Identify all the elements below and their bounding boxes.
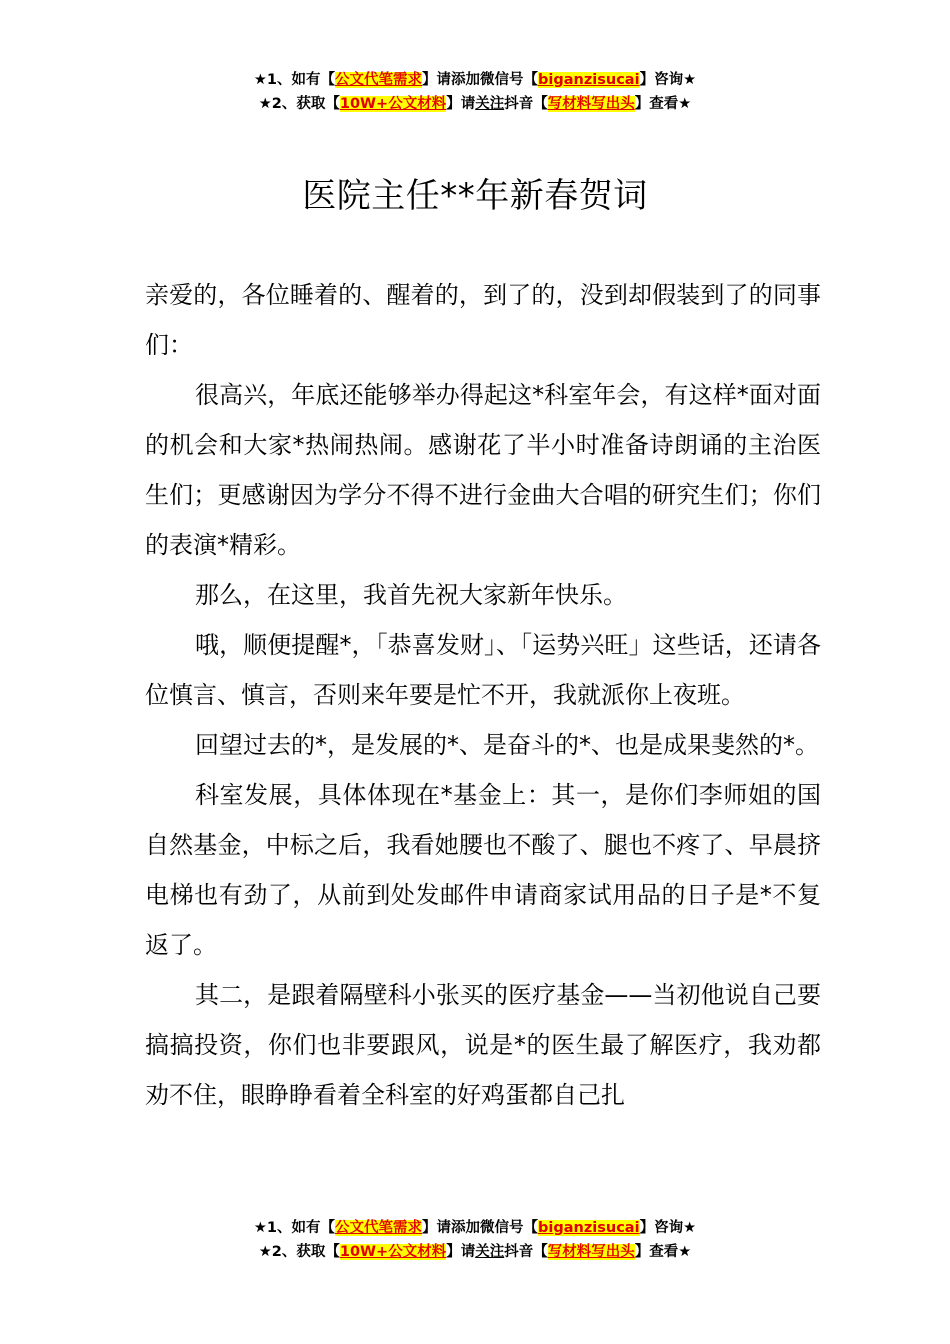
promo-text: 】请 xyxy=(446,96,476,112)
douyin-account: 写材料写出头 xyxy=(547,1244,635,1260)
star-icon: ★ xyxy=(258,96,272,112)
promo-text: 】查看 xyxy=(634,1244,679,1260)
promo-text: 添加 xyxy=(451,1220,481,1236)
wechat-id: biganzisucai xyxy=(538,72,640,88)
douyin-account: 写材料写出头 xyxy=(547,96,635,112)
promo-text: 】请 xyxy=(446,1244,476,1260)
paragraph: 其二，是跟着隔壁科小张买的医疗基金——当初他说自己要搞搞投资，你们也非要跟风，说是*的医生最了解医疗，我劝都劝不住，眼睁睁看着全科室的好鸡蛋都自己扎 xyxy=(145,981,821,1109)
paragraph-greeting: 亲爱的，各位睡着的、醒着的，到了的，没到却假装到了的同事们： xyxy=(145,281,821,359)
paragraph: 很高兴，年底还能够举办得起这*科室年会，有这样*面对面的机会和大家*热闹热闹。感谢花了半小时准备诗朗诵的主治医生们；更感谢因为学分不得不进行金曲大合唱的研究生们；你们的表演*精彩。 xyxy=(145,381,821,559)
promo-line-2 xyxy=(0,92,950,116)
star-icon: ★ xyxy=(253,1220,267,1236)
promo-text: 关注 xyxy=(475,1244,505,1260)
promo-text: 】请 xyxy=(422,72,452,88)
promo-highlight: 公文代笔需求 xyxy=(335,72,423,88)
star-icon: ★ xyxy=(678,1244,692,1260)
document-title: 医院主任**年新春贺词 xyxy=(302,176,648,216)
promo-highlight: 公文代笔需求 xyxy=(335,1220,423,1236)
promo-text: 】咨询 xyxy=(639,72,684,88)
promo-text: 微信号【 xyxy=(480,1220,539,1236)
promo-highlight: 10W+公文材料 xyxy=(339,96,447,112)
promo-text: 添加 xyxy=(451,72,481,88)
promo-text: 抖音【 xyxy=(504,1244,548,1260)
promo-text: 抖音【 xyxy=(504,96,548,112)
promo-text: 】咨询 xyxy=(639,1220,684,1236)
star-icon: ★ xyxy=(683,72,697,88)
wechat-id: biganzisucai xyxy=(538,1220,640,1236)
paragraph: 那么，在这里，我首先祝大家新年快乐。 xyxy=(195,581,627,609)
promo-line-1 xyxy=(0,68,950,92)
promo-text: 关注 xyxy=(475,96,505,112)
promo-line-2 xyxy=(0,1240,950,1264)
star-icon: ★ xyxy=(258,1244,272,1260)
star-icon: ★ xyxy=(683,1220,697,1236)
paragraph: 科室发展，具体体现在*基金上：其一，是你们李师姐的国自然基金，中标之后，我看她腰也不酸了、腿也不疼了、早晨挤电梯也有劲了，从前到处发邮件申请商家试用品的日子是*不复返了。 xyxy=(145,781,821,959)
star-icon: ★ xyxy=(253,72,267,88)
promo-text: 】请 xyxy=(422,1220,452,1236)
promo-text: 2、获取【 xyxy=(271,1244,340,1260)
paragraph: 回望过去的*，是发展的*、是奋斗的*、也是成果斐然的*。 xyxy=(195,731,819,759)
promo-text: 微信号【 xyxy=(480,72,539,88)
promo-banner-top xyxy=(0,68,950,116)
promo-line-1 xyxy=(0,1216,950,1240)
promo-banner-bottom xyxy=(0,1216,950,1264)
document-body xyxy=(145,270,821,1120)
promo-text: 2、获取【 xyxy=(271,96,340,112)
promo-text: 1、如有【 xyxy=(266,1220,336,1236)
promo-highlight: 10W+公文材料 xyxy=(339,1244,447,1260)
promo-text: 1、如有【 xyxy=(266,72,336,88)
star-icon: ★ xyxy=(678,96,692,112)
paragraph: 哦，顺便提醒*，「恭喜发财」、「运势兴旺」这些话，还请各位慎言、慎言，否则来年要是忙不开，我就派你上夜班。 xyxy=(145,631,821,709)
promo-text: 】查看 xyxy=(634,96,679,112)
